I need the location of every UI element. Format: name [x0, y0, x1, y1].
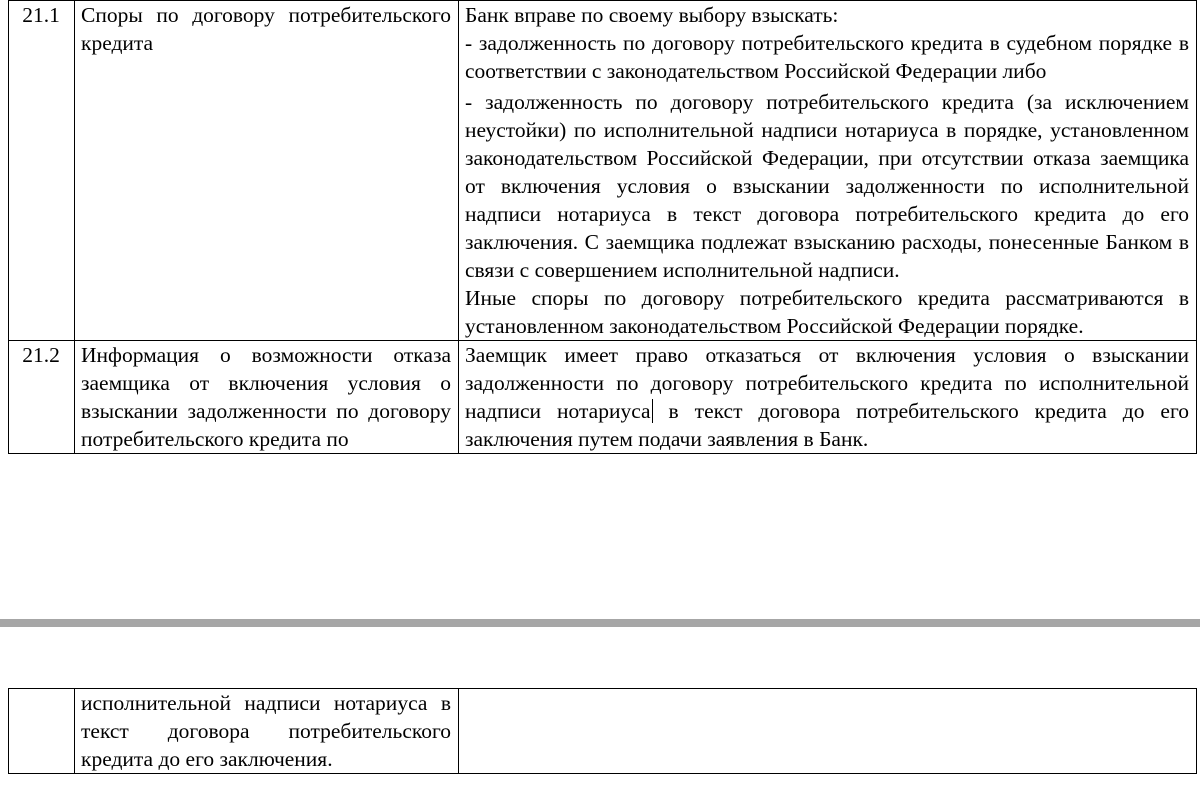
row-content[interactable] — [459, 689, 1197, 774]
conditions-table — [8, 0, 1197, 454]
row-content[interactable] — [459, 1, 1197, 341]
row-number — [9, 689, 75, 774]
content-other-disputes: Иные споры по договору потребительского кредита рассматриваются в установленном законодательством Российской Федерации порядке. — [465, 286, 1189, 338]
row-number: 21.2 — [9, 341, 75, 454]
content-intro: Банк вправе по своему выбору взыскать: — [465, 3, 839, 27]
row-title[interactable]: исполнительной надписи нотариуса в текст договора потребительского кредита до его заключения. — [75, 689, 459, 774]
table-row-21-2 — [9, 341, 1197, 454]
page-gap — [0, 541, 1200, 628]
content-item-court: - задолженность по договору потребительского кредита в судебном порядке в соответствии с законодательством Российской Федерации либо — [465, 31, 1189, 83]
content-before-cursor: Заемщик имеет право отказаться от включения условия о взыскании задолженности по договору потребительского кредита по исполнительной надписи нотариуса — [465, 343, 1189, 423]
table-row-continuation — [9, 689, 1197, 774]
content-item-notary: - задолженность по договору потребительского кредита (за исключением неустойки) по исполнительной надписи нотариуса в порядке, установленном законодательством Российской Федерации, при отсутствии отказа заемщика от включения условия о взыскании задолженности по исполнительной надписи нотариуса в текст договора потребительского кредита до его заключения. С заемщика подлежат взысканию расходы, понесенные Банком в связи с совершением исполнительной надписи. — [465, 90, 1189, 282]
row-title[interactable]: Споры по договору потребительского кредита — [75, 1, 459, 341]
content-after-cursor: в текст договора потребительского кредита до его заключения путем подачи заявления в Банк. — [465, 399, 1190, 451]
table-row-21-1 — [9, 1, 1197, 341]
conditions-table-continued — [8, 688, 1197, 774]
row-title[interactable]: Информация о возможности отказа заемщика от включения условия о взыскании задолженности по договору потребительского кредита по — [75, 341, 459, 454]
page-separator — [0, 619, 1200, 627]
row-number: 21.1 — [9, 1, 75, 341]
row-content[interactable] — [459, 341, 1197, 454]
